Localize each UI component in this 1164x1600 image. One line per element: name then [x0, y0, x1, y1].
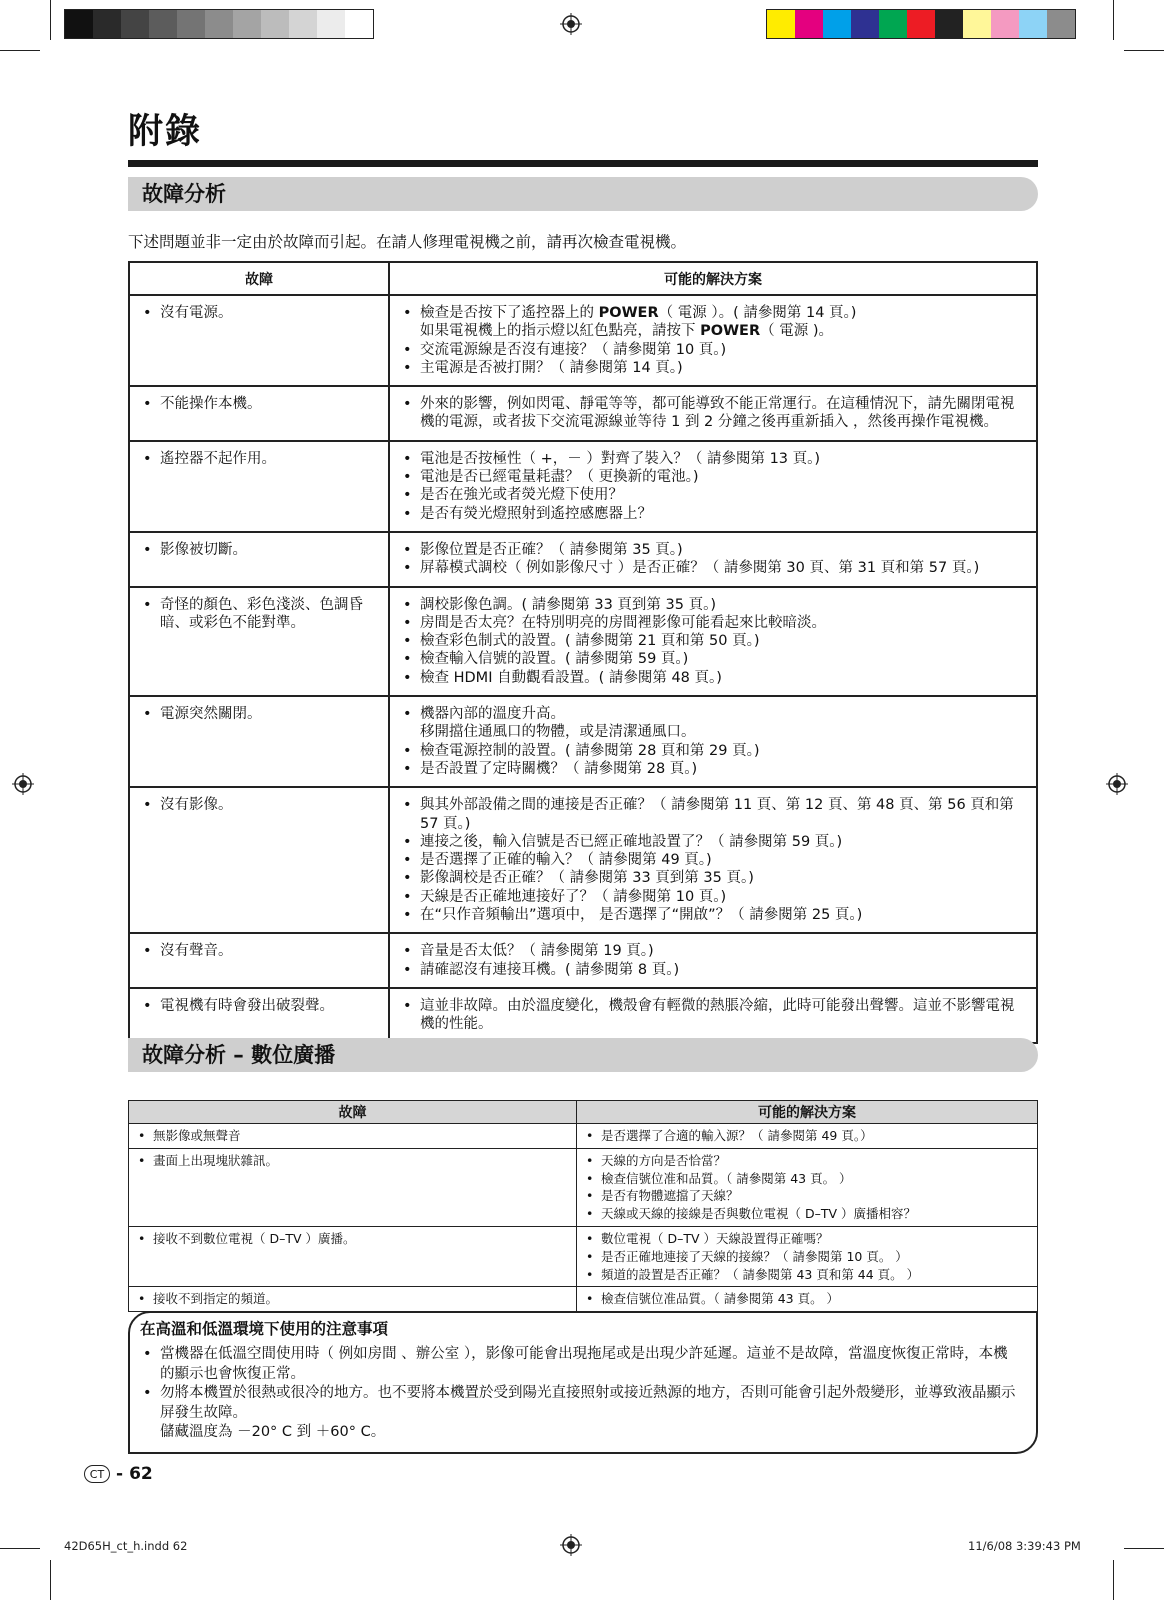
crop-mark	[1113, 1560, 1114, 1600]
solution-text: 檢查輸入信號的設置。( 請參閱第 59 頁。)	[420, 651, 689, 668]
color-swatch	[65, 10, 93, 38]
troubleshooting-table	[128, 261, 1038, 1044]
problem-cell	[129, 988, 389, 1043]
problem-cell	[129, 532, 389, 587]
digital-troubleshooting-table	[128, 1100, 1038, 1312]
solution-text: 與其外部設備之間的連接是否正確？（ 請參閱第 11 頁、第 12 頁、第 48 頁、第 56 頁和第 57 頁。)	[420, 797, 1014, 832]
table-row	[129, 787, 1037, 933]
caution-item	[140, 1384, 1022, 1443]
solution-text: 是否選擇了正確的輸入？（ 請參閱第 49 頁。)	[420, 852, 712, 869]
problem-text: • 無影像或無聲音	[135, 1127, 570, 1145]
crop-mark	[1124, 50, 1164, 51]
solution-cell	[389, 386, 1037, 441]
crop-mark	[1113, 0, 1114, 40]
solution-item	[400, 851, 1028, 869]
solution-item	[400, 632, 1028, 650]
color-swatch	[823, 10, 851, 38]
page-title: 附錄	[128, 112, 203, 152]
solution-text: 音量是否太低？（ 請參閱第 19 頁。)	[420, 943, 654, 960]
solution-item: • 檢查信號位准和品質。（ 請參閱第 43 頁。 ）	[583, 1170, 1031, 1188]
problem-text: • 電視機有時會發出破裂聲。	[140, 997, 380, 1015]
crop-mark	[0, 50, 40, 51]
solution-text: 天線是否正確地連接好了？（ 請參閱第 10 頁。)	[420, 888, 727, 905]
solution-text: 交流電源線是否沒有連接？（ 請參閱第 10 頁。)	[420, 341, 727, 358]
solution-item	[400, 341, 1028, 359]
solution-text: 調校影像色調。( 請參閱第 33 頁到第 35 頁。)	[420, 596, 717, 613]
problem-text: • 影像被切斷。	[140, 541, 380, 559]
problem-text: • 電源突然關閉。	[140, 705, 380, 723]
color-swatch	[177, 10, 205, 38]
solution-text: 影像位置是否正確？（ 請參閱第 35 頁。)	[420, 541, 683, 558]
solution-item: • 是否有物體遮擋了天線？	[583, 1187, 1031, 1205]
solution-cell	[577, 1124, 1038, 1149]
table-row	[129, 386, 1037, 441]
solution-item	[400, 450, 1028, 468]
problem-text: • 接收不到指定的頻道。	[135, 1290, 570, 1308]
problem-cell	[129, 1226, 577, 1286]
solution-cell	[389, 696, 1037, 787]
solution-item	[400, 961, 1028, 979]
table-row	[129, 587, 1037, 696]
color-swatch	[121, 10, 149, 38]
color-swatch	[261, 10, 289, 38]
registration-mark-icon	[560, 1534, 582, 1556]
problem-text: • 不能操作本機。	[140, 395, 380, 413]
intro-text: 下述問題並非一定由於故障而引起。在請人修理電視機之前，請再次檢查電視機。	[128, 233, 687, 251]
solution-item	[400, 596, 1028, 614]
color-swatch	[317, 10, 345, 38]
solution-continuation: 如果電視機上的指示燈以紅色點亮，請按下 POWER（ 電源 )。	[420, 323, 834, 340]
solution-item: • 天線的方向是否恰當？	[583, 1152, 1031, 1170]
color-swatch	[851, 10, 879, 38]
problem-cell	[129, 787, 389, 933]
table-row	[129, 1226, 1038, 1286]
color-swatch	[205, 10, 233, 38]
problem-cell	[129, 1287, 577, 1312]
column-header-problem: 故障	[129, 1101, 577, 1124]
title-rule	[128, 160, 1038, 167]
gray-color-bar	[64, 9, 374, 39]
page-number-value: 62	[129, 1464, 153, 1484]
color-swatch	[93, 10, 121, 38]
problem-cell	[129, 933, 389, 988]
color-swatch	[991, 10, 1019, 38]
solution-text: 這並非故障。由於溫度變化，機殼會有輕微的熱脹冷縮，此時可能發出聲響。這並不影響電視機的性能。	[420, 997, 1015, 1033]
registration-mark-icon	[12, 773, 34, 795]
registration-mark-icon	[1106, 773, 1128, 795]
column-header-solution: 可能的解決方案	[577, 1101, 1038, 1124]
solution-text: 主電源是否被打開？（ 請參閱第 14 頁。)	[420, 359, 683, 376]
solution-text: 電池是否已經電量耗盡？（ 更換新的電池。)	[420, 469, 699, 486]
solution-cell	[389, 988, 1037, 1043]
color-swatch	[149, 10, 177, 38]
solution-item: • 檢查信號位准品質。（ 請參閱第 43 頁。 ）	[583, 1290, 1031, 1308]
solution-item	[400, 486, 1028, 504]
solution-item	[400, 505, 1028, 523]
crop-mark	[50, 0, 51, 40]
solution-text: 房間是否太亮？在特別明亮的房間裡影像可能看起來比較暗淡。	[420, 614, 826, 631]
problem-text: • 遙控器不起作用。	[140, 450, 380, 468]
solution-continuation: 移開擋住通風口的物體，或是清潔通風口。	[420, 724, 696, 741]
problem-text: • 沒有影像。	[140, 796, 380, 814]
solution-text: 影像調校是否正確？（ 請參閱第 33 頁到第 35 頁。)	[420, 870, 754, 887]
color-swatch	[795, 10, 823, 38]
crop-mark	[0, 1548, 40, 1549]
column-header-problem: 故障	[129, 262, 389, 295]
solution-item: • 頻道的設置是否正確？（ 請參閱第 43 頁和第 44 頁。 ）	[583, 1266, 1031, 1284]
solution-item: • 是否選擇了合適的輸入源？（ 請參閱第 49 頁。）	[583, 1127, 1031, 1145]
solution-text: 檢查 HDMI 自動觀看設置。( 請參閱第 48 頁。)	[420, 669, 722, 686]
color-swatch	[233, 10, 261, 38]
problem-cell	[129, 441, 389, 532]
caution-box	[128, 1311, 1038, 1454]
problem-cell	[129, 587, 389, 696]
caution-continuation: 儲藏溫度為 －20° C 到 ＋60° C。	[160, 1424, 386, 1440]
solution-item	[400, 304, 1028, 341]
solution-item	[400, 796, 1028, 833]
problem-cell	[129, 1148, 577, 1226]
solution-item	[400, 906, 1028, 924]
crop-mark	[50, 1560, 51, 1600]
table-row	[129, 696, 1037, 787]
column-header-solution: 可能的解決方案	[389, 262, 1037, 295]
solution-item	[400, 559, 1028, 577]
color-swatch	[1019, 10, 1047, 38]
table-row	[129, 933, 1037, 988]
solution-item	[400, 614, 1028, 632]
color-swatch	[907, 10, 935, 38]
solution-item	[400, 468, 1028, 486]
solution-item	[400, 942, 1028, 960]
table-row	[129, 1124, 1038, 1149]
problem-cell	[129, 295, 389, 386]
page-number-dash: -	[116, 1464, 124, 1484]
solution-item: • 是否正確地連接了天線的接線？（ 請參閱第 10 頁。 ）	[583, 1248, 1031, 1266]
solution-text: 檢查彩色制式的設置。( 請參閱第 21 頁和第 50 頁。)	[420, 633, 760, 650]
solution-cell	[389, 295, 1037, 386]
solution-cell	[389, 933, 1037, 988]
caution-title: 在高溫和低溫環境下使用的注意事項	[140, 1320, 389, 1338]
solution-item	[400, 760, 1028, 778]
color-swatch	[963, 10, 991, 38]
problem-cell	[129, 386, 389, 441]
solution-text: 是否設置了定時關機？（ 請參閱第 28 頁。)	[420, 760, 698, 777]
solution-text: 是否在強光或者熒光燈下使用？	[420, 487, 623, 504]
table-row	[129, 295, 1037, 386]
problem-cell	[129, 696, 389, 787]
slug-timestamp: 11/6/08 3:39:43 PM	[968, 1539, 1081, 1553]
solution-text: 連接之後，輸入信號是否已經正確地設置了？（ 請參閱第 59 頁。)	[420, 833, 843, 850]
problem-text: • 沒有聲音。	[140, 942, 380, 960]
solution-text: 外來的影響，例如閃電、靜電等等，都可能導致不能正常運行。在這種情況下，請先關閉電視機的電源，或者拔下交流電源線並等待 1 到 2 分鐘之後再重新插入 ，然後再操作電視機。	[420, 396, 1015, 431]
color-swatch	[767, 10, 795, 38]
solution-item: • 數位電視（ D–TV ）天線設置得正確嗎？	[583, 1230, 1031, 1248]
caution-text: 當機器在低溫空間使用時（ 例如房間 、辦公室 ），影像可能會出現拖尾或是出現少許延遲。這並不是故障，當溫度恢復正常時，本機的顯示也會恢復正常。	[160, 1346, 1008, 1382]
solution-cell	[389, 787, 1037, 933]
problem-text: • 沒有電源。	[140, 304, 380, 322]
solution-text: 檢查是否按下了遙控器上的 POWER（ 電源 ）。( 請參閱第 14 頁。)	[420, 305, 857, 321]
color-swatch	[879, 10, 907, 38]
solution-text: 機器內部的溫度升高。	[420, 706, 565, 723]
solution-item: • 天線或天線的接線是否與數位電視（ D–TV ）廣播相容？	[583, 1205, 1031, 1223]
color-swatch	[935, 10, 963, 38]
solution-text: 檢查電源控制的設置。( 請參閱第 28 頁和第 29 頁。)	[420, 742, 760, 759]
problem-text: • 奇怪的顏色、彩色淺淡、色調昏暗、或彩色不能對準。	[140, 596, 380, 633]
solution-item	[400, 997, 1028, 1034]
page-number	[84, 1464, 153, 1484]
language-badge: CT	[84, 1465, 110, 1483]
solution-text: 請確認沒有連接耳機。( 請參閱第 8 頁。)	[420, 961, 680, 978]
color-swatch	[289, 10, 317, 38]
solution-item	[400, 359, 1028, 377]
slug-filename: 42D65H_ct_h.indd 62	[64, 1539, 188, 1553]
table-row	[129, 441, 1037, 532]
solution-cell	[577, 1287, 1038, 1312]
table-row	[129, 532, 1037, 587]
solution-cell	[389, 587, 1037, 696]
solution-cell	[389, 532, 1037, 587]
solution-item	[400, 650, 1028, 668]
section-heading-troubleshooting: 故障分析	[128, 177, 1038, 211]
process-color-bar	[766, 9, 1076, 39]
caution-item	[140, 1345, 1022, 1384]
solution-item	[400, 888, 1028, 906]
problem-cell	[129, 1124, 577, 1149]
problem-text: • 畫面上出現塊狀雜訊。	[135, 1152, 570, 1170]
solution-text: 屏幕模式調校（ 例如影像尺寸 ）是否正確？（ 請參閱第 30 頁、第 31 頁和第 57 頁。)	[420, 560, 980, 577]
solution-cell	[389, 441, 1037, 532]
registration-mark-icon	[560, 13, 582, 35]
caution-list	[140, 1345, 1022, 1443]
solution-item	[400, 869, 1028, 887]
table-row	[129, 988, 1037, 1043]
solution-text: 電池是否按極性（ +，－ ）對齊了裝入？（ 請參閱第 13 頁。)	[420, 450, 821, 467]
solution-item	[400, 742, 1028, 760]
caution-text: 勿將本機置於很熱或很冷的地方。也不要將本機置於受到陽光直接照射或接近熱源的地方，否則可能會引起外殼變形，並導致液晶顯示屏發生故障。	[160, 1385, 1016, 1421]
solution-text: 在“只作音頻輸出”選項中， 是否選擇了“開啟”？（ 請參閱第 25 頁。)	[420, 907, 863, 924]
table-row	[129, 1148, 1038, 1226]
color-swatch	[1047, 10, 1075, 38]
solution-text: 是否有熒光燈照射到遙控感應器上？	[420, 505, 652, 522]
crop-mark	[1124, 1548, 1164, 1549]
solution-item	[400, 395, 1028, 432]
solution-item	[400, 833, 1028, 851]
color-swatch	[345, 10, 373, 38]
solution-item	[400, 669, 1028, 687]
problem-text: • 接收不到數位電視（ D–TV ）廣播。	[135, 1230, 570, 1248]
solution-item	[400, 705, 1028, 742]
solution-item	[400, 541, 1028, 559]
solution-cell	[577, 1148, 1038, 1226]
table-row	[129, 1287, 1038, 1312]
section-heading-digital: 故障分析 – 數位廣播	[128, 1038, 1038, 1072]
solution-cell	[577, 1226, 1038, 1286]
